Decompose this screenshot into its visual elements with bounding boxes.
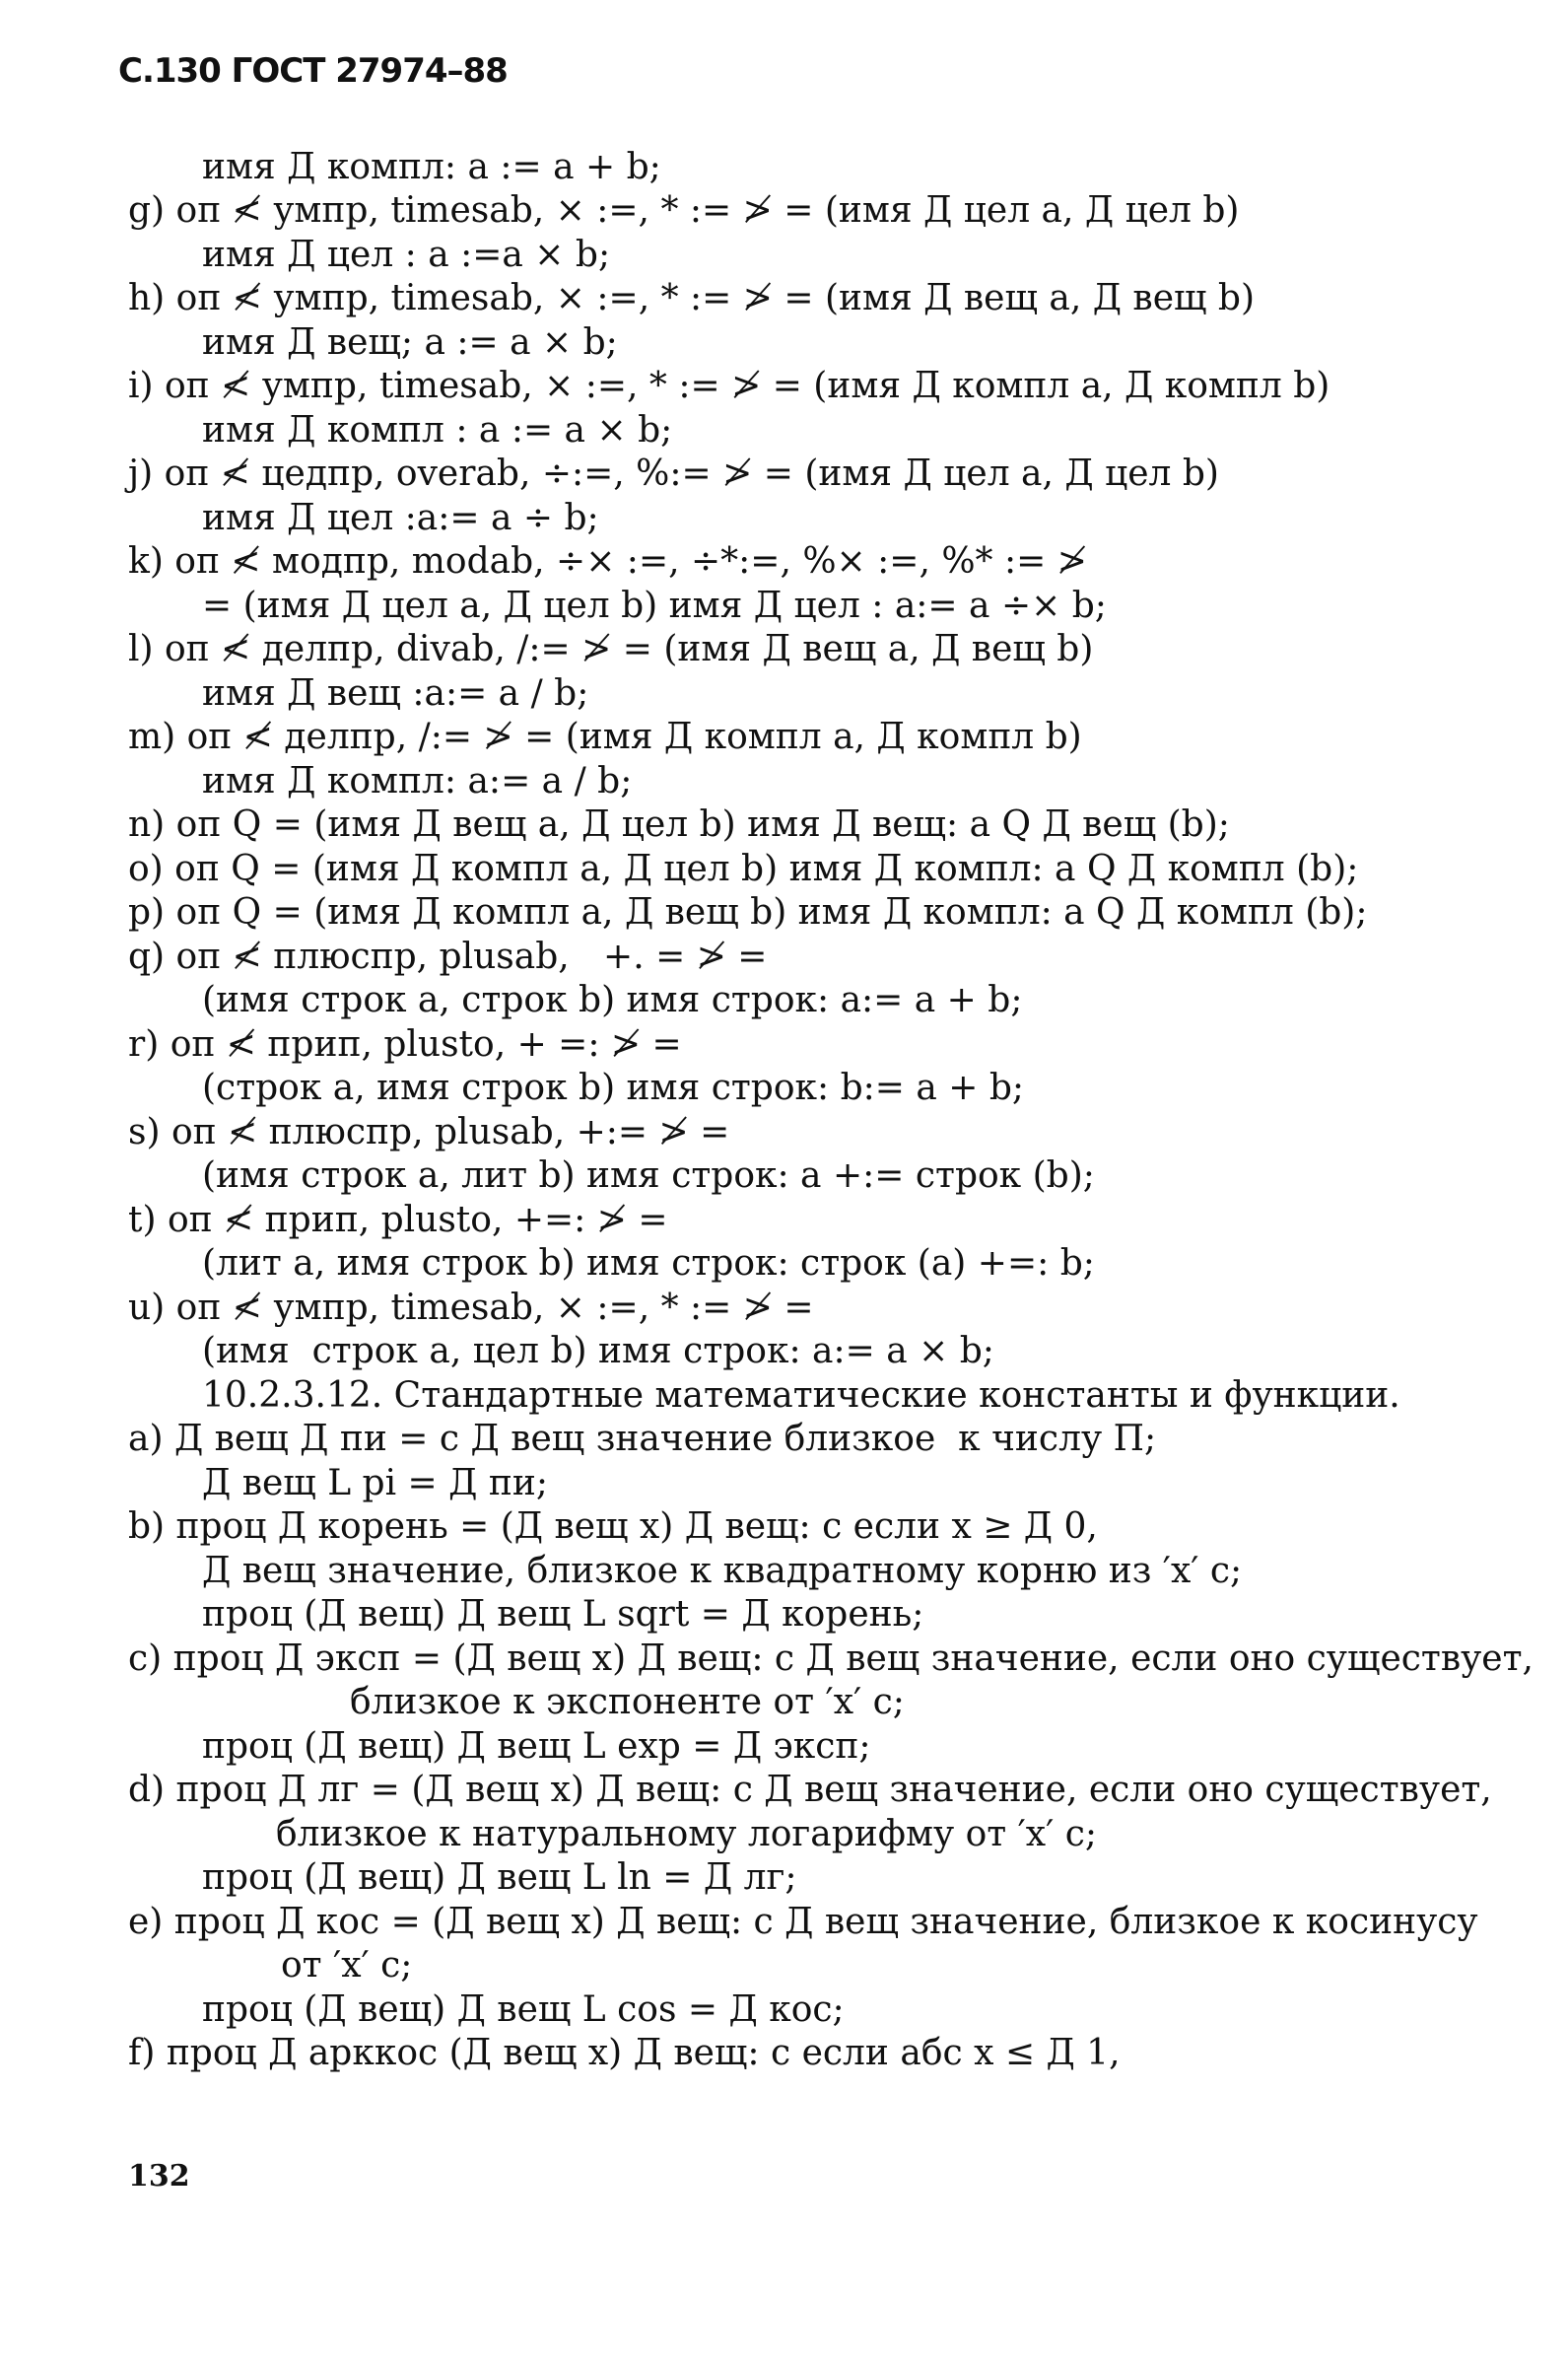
text-line: f) проц Д арккос (Д вещ x) Д вещ: с если абс x ≤ Д 1, [128,2033,1121,2073]
text-line: имя Д компл: a := a + b; [202,147,661,187]
text-line: Д вещ значение, близкое к квадратному корню из ′x′ с; [202,1551,1243,1591]
text-line: k) оп ≮ модпр, modab, ÷× :=, ÷*:=, %× :=, %* := ≯ [128,541,1087,582]
text-line: (имя строк a, строк b) имя строк: a:= a + b; [202,980,1023,1020]
text-line: (лит a, имя строк b) имя строк: строк (a) +=: b; [202,1243,1095,1284]
page-header: С.130 ГОСТ 27974–88 [118,51,508,91]
text-line: a) Д вещ Д пи = с Д вещ значение близкое к числу П; [128,1419,1157,1459]
text-line: g) оп ≮ умпр, timesab, × :=, * := ≯ = (имя Д цел a, Д цел b) [128,190,1240,231]
text-line: s) оп ≮ плюспр, plusab, +:= ≯ = [128,1112,730,1152]
text-line: i) оп ≮ умпр, timesab, × :=, * := ≯ = (имя Д компл a, Д компл b) [128,366,1330,406]
text-line: проц (Д вещ) Д вещ L exp = Д эксп; [202,1726,871,1767]
text-line: Д вещ L pi = Д пи; [202,1463,548,1503]
text-line: (имя строк a, цел b) имя строк: a:= a × b; [202,1331,994,1371]
text-line: c) проц Д эксп = (Д вещ x) Д вещ: с Д вещ значение, если оно существует, [128,1638,1534,1679]
text-line: h) оп ≮ умпр, timesab, × :=, * := ≯ = (имя Д вещ a, Д вещ b) [128,278,1255,318]
text-line: b) проц Д корень = (Д вещ x) Д вещ: с если x ≥ Д 0, [128,1506,1098,1547]
text-line: близкое к экспоненте от ′x′ с; [350,1682,905,1722]
text-line: близкое к натуральному логарифму от ′x′ с; [276,1814,1097,1854]
text-line: проц (Д вещ) Д вещ L sqrt = Д корень; [202,1594,924,1635]
page-number: 132 [128,2159,190,2194]
text-line: l) оп ≮ делпр, divab, /:= ≯ = (имя Д вещ a, Д вещ b) [128,629,1094,669]
text-line: (строк a, имя строк b) имя строк: b:= a + b; [202,1068,1025,1108]
text-line: = (имя Д цел a, Д цел b) имя Д цел : a:= a ÷× b; [202,586,1107,626]
text-line: p) оп Q = (имя Д компл a, Д вещ b) имя Д компл: a Q Д компл (b); [128,892,1368,933]
text-line: проц (Д вещ) Д вещ L cos = Д кос; [202,1989,845,2030]
text-line: проц (Д вещ) Д вещ L ln = Д лг; [202,1857,797,1898]
text-line: имя Д цел : a :=a × b; [202,235,611,275]
text-line: m) оп ≮ делпр, /:= ≯ = (имя Д компл a, Д компл b) [128,717,1082,757]
text-line: имя Д компл : a := a × b; [202,410,673,451]
text-line: n) оп Q = (имя Д вещ a, Д цел b) имя Д вещ: a Q Д вещ (b); [128,804,1230,845]
text-line: u) оп ≮ умпр, timesab, × :=, * := ≯ = [128,1288,814,1328]
text-line: от ′x′ с; [281,1945,413,1986]
text-line: r) оп ≮ прип, plusto, + =: ≯ = [128,1024,682,1065]
text-line: j) оп ≮ цедпр, overab, ÷:=, %:= ≯ = (имя Д цел a, Д цел b) [128,453,1219,494]
section-heading: 10.2.3.12. Стандартные математические константы и функции. [202,1375,1400,1416]
text-line: имя Д компл: a:= a / b; [202,761,633,801]
text-line: имя Д вещ; a := a × b; [202,322,618,363]
text-line: t) оп ≮ прип, plusto, +=: ≯ = [128,1200,668,1240]
text-line: имя Д вещ :a:= a / b; [202,673,589,714]
text-line: e) проц Д кос = (Д вещ x) Д вещ: с Д вещ значение, близкое к косинусу [128,1902,1478,1942]
text-line: (имя строк a, лит b) имя строк: a +:= строк (b); [202,1155,1095,1196]
text-line: d) проц Д лг = (Д вещ x) Д вещ: с Д вещ значение, если оно существует, [128,1770,1492,1810]
text-line: q) оп ≮ плюспр, plusab, +. = ≯ = [128,937,768,977]
text-line: o) оп Q = (имя Д компл a, Д цел b) имя Д компл: a Q Д компл (b); [128,849,1359,889]
text-line: имя Д цел :a:= a ÷ b; [202,498,599,538]
